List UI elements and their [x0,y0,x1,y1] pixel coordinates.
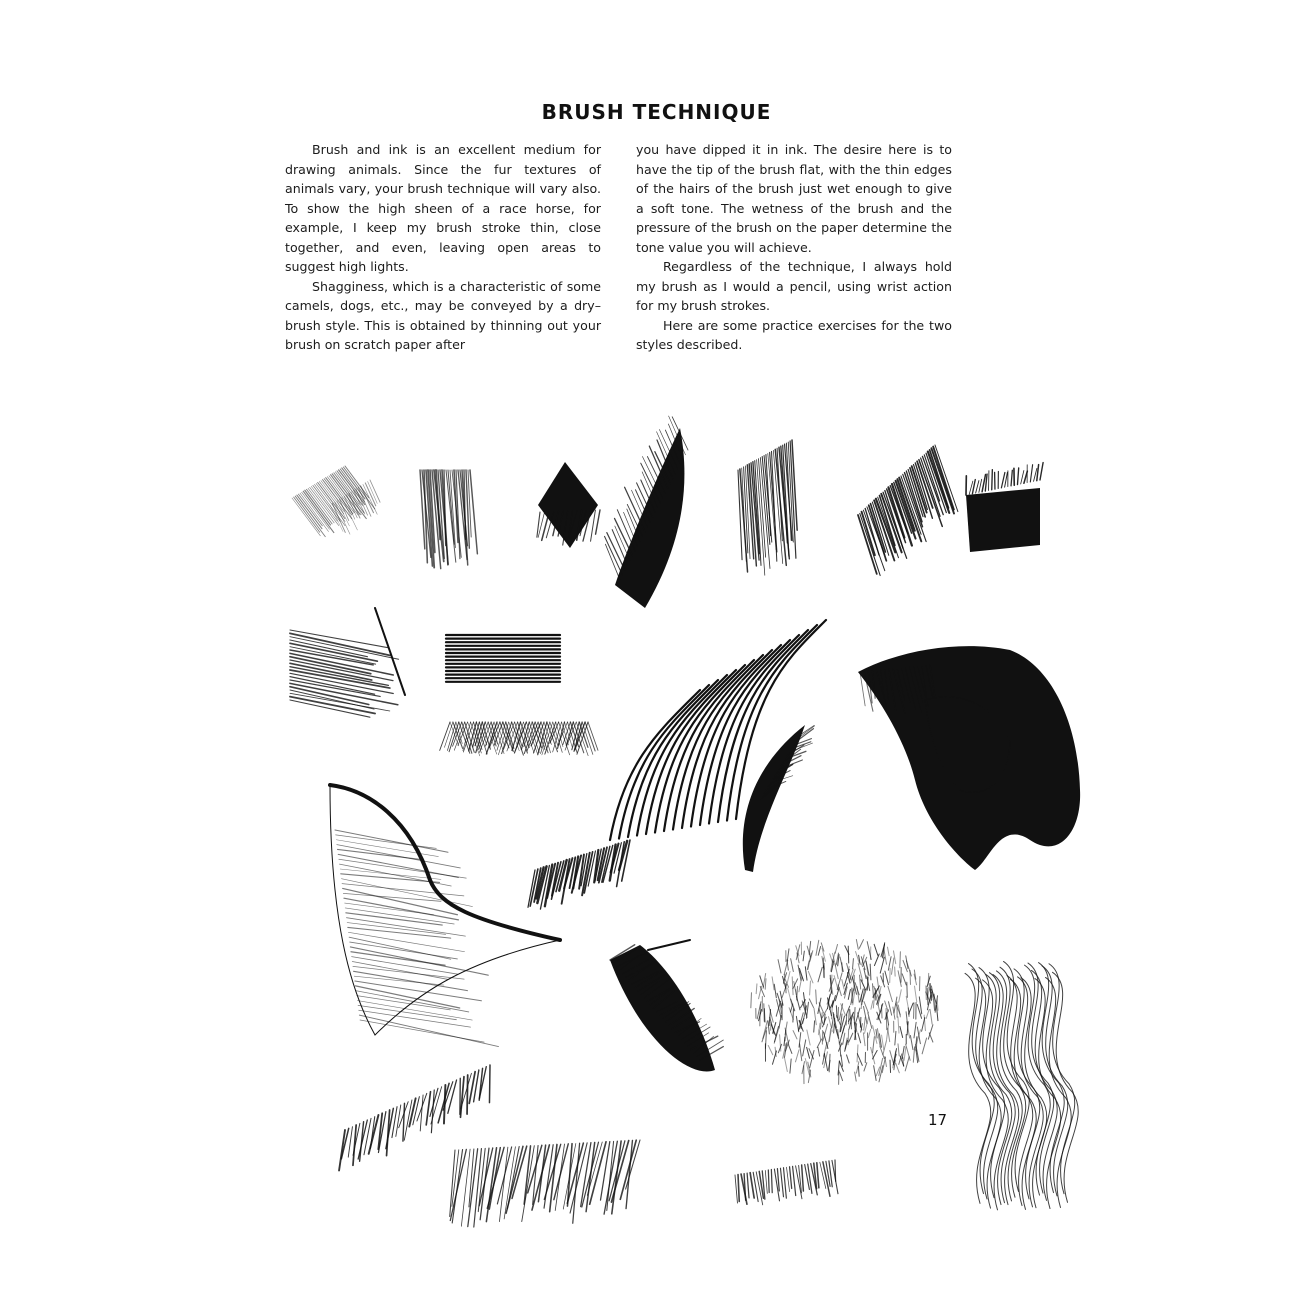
page-title: BRUSH TECHNIQUE [541,100,772,124]
practice-stroke [738,440,797,575]
practice-stroke [858,445,958,576]
wavy-hair-drawing [965,961,1078,1209]
paragraph: Regardless of the technique, I always hold my brush as I would a pencil, using wrist action for my brush strokes. [636,259,952,313]
practice-stroke [735,1160,838,1205]
practice-stroke [610,940,723,1072]
practice-stroke [610,620,826,840]
paragraph: Shagginess, which is a characteristic of some camels, dogs, etc., may be conveyed by a dry–brush style. This is obtained by thinning out your brush on scratch paper after [285,278,601,352]
practice-stroke [605,416,688,608]
animal-ear-drawing [330,785,560,1047]
practice-stroke [290,608,405,717]
practice-stroke [537,462,600,548]
practice-stroke [743,725,815,872]
animal-ear-drawing [858,646,1080,870]
practice-stroke [966,463,1043,552]
practice-stroke [339,1065,490,1170]
paragraph: you have dipped it in ink. The desire here is to have the tip of the brush flat, with the thin edges of the hairs of the brush just wet enough to give a soft tone. The wetness of the brush and the pressure of the brush on the paper determine the tone value you will achieve. [636,142,952,255]
paragraph: Brush and ink is an excellent medium for drawing animals. Since the fur textures of animals vary, your brush technique will vary also. To show the high sheen of a race horse, for example, I keep my brush stroke thin, close together, and even, leaving open areas to suggest high lights. [285,142,601,274]
practice-stroke [528,840,630,909]
practice-stroke [292,466,380,537]
practice-stroke [420,470,477,569]
page-number: 17 [928,1111,948,1129]
practice-stroke [446,635,560,682]
practice-stroke [440,722,598,756]
practice-stroke [450,1140,640,1227]
fur-ball-drawing [751,940,938,1085]
paragraph: Here are some practice exercises for the two styles described. [636,317,952,352]
